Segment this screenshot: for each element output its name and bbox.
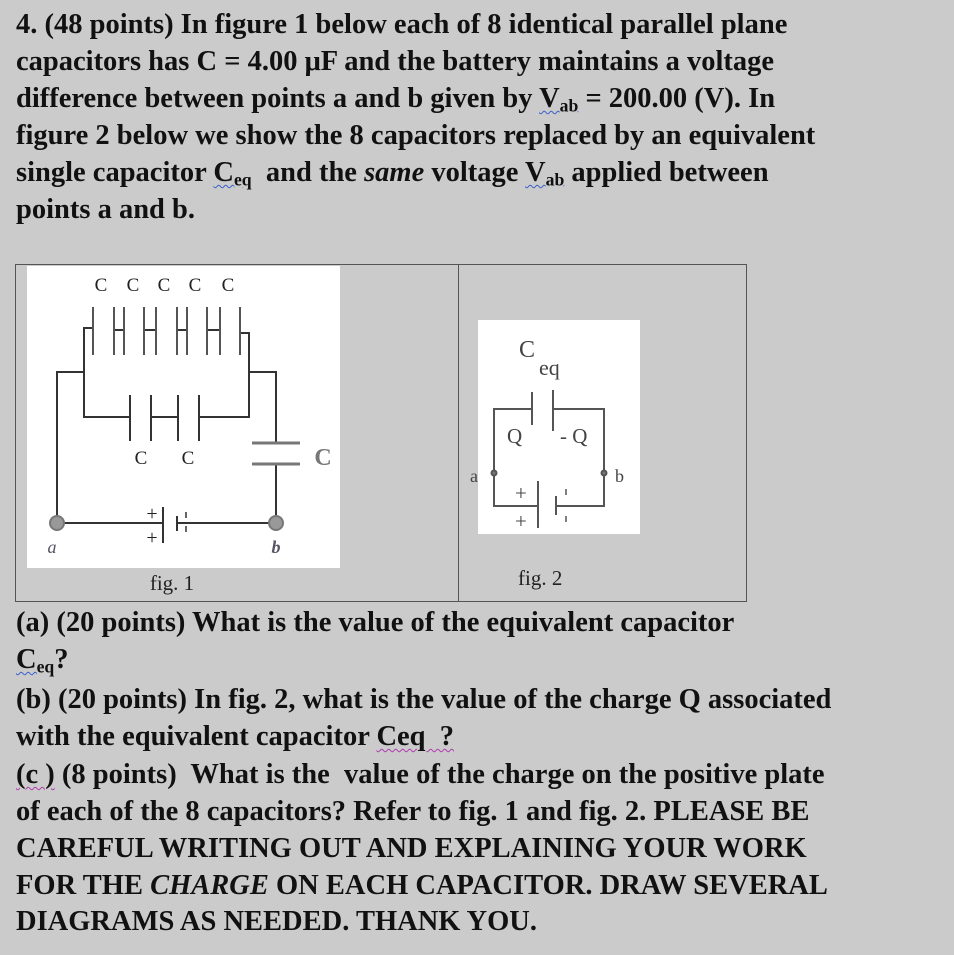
fig1-point-a: a: [47, 537, 57, 557]
c-subscript: eq: [233, 169, 252, 190]
fig1-label-c: C: [126, 275, 140, 296]
question-c-line-1: [16, 758, 825, 792]
plus-sign: +: [515, 481, 527, 505]
fig1-caption: fig. 1: [149, 571, 195, 595]
fig2-ceq-c: C: [519, 337, 536, 363]
question-c-line-3: CAREFUL WRITING OUT AND EXPLAINING YOUR WORK: [16, 833, 807, 864]
text: voltage: [424, 157, 526, 188]
intro-line-4: figure 2 below we show the 8 capacitors replaced by an equivalent: [16, 120, 816, 151]
question-c-line-4: [16, 869, 828, 903]
fig1-label-c: C: [157, 275, 171, 296]
intro-line-1: 4. (48 points) In figure 1 below each of 8 identical parallel plane: [16, 9, 788, 40]
text: single capacitor: [16, 157, 214, 188]
fig2-point-b: b: [615, 466, 624, 486]
intro-line-2: capacitors has C = 4.00 μF and the battery maintains a voltage: [16, 46, 775, 77]
text: ON EACH CAPACITOR. DRAW SEVERAL: [268, 870, 828, 901]
question-b-line-1: (b) (20 points) In fig. 2, what is the value of the charge Q associated: [16, 684, 832, 715]
fig2-point-a: a: [470, 466, 478, 486]
v-symbol: V: [525, 157, 546, 188]
ceq-term: [16, 644, 54, 675]
plus-sign: +: [146, 503, 158, 525]
emphasis: CHARGE: [150, 870, 269, 901]
c-symbol: C: [213, 157, 234, 188]
ceq-term: Ceq ?: [376, 721, 455, 752]
part-label: (c ): [16, 759, 55, 790]
question-a-line-1: (a) (20 points) What is the value of the equivalent capacitor: [16, 607, 735, 638]
plus-sign: +: [515, 509, 527, 533]
fig1-label-c: C: [221, 275, 235, 296]
text: difference between points a and b given by: [16, 83, 540, 114]
text: applied between: [564, 157, 769, 188]
plus-sign: +: [146, 527, 158, 549]
question-b-line-2: [16, 720, 454, 754]
fig1-label-c: C: [134, 448, 148, 469]
v-symbol: V: [539, 83, 560, 114]
fig2-ceq-sub: eq: [539, 355, 560, 380]
text: and the: [251, 157, 365, 188]
text: = 200.00 (V). In: [578, 83, 776, 114]
fig2-charge-pos: Q: [507, 424, 523, 448]
v-subscript: ab: [559, 95, 579, 116]
c-subscript: eq: [36, 656, 55, 677]
fig1-label-c: C: [181, 448, 195, 469]
text: with the equivalent capacitor: [16, 721, 377, 752]
fig1-label-c: C: [94, 275, 108, 296]
fig1-label-c-right: C: [314, 445, 332, 471]
v-subscript: ab: [545, 169, 565, 190]
fig2-circuit: [478, 320, 640, 534]
question-c-line-2: of each of the 8 capacitors? Refer to fig. 1 and fig. 2. PLEASE BE: [16, 796, 810, 827]
text: (8 points) What is the value of the charge on the positive plate: [54, 759, 825, 790]
question-a-line-2: [16, 643, 69, 683]
c-symbol: C: [16, 644, 37, 675]
fig2-charge-neg: - Q: [560, 424, 588, 448]
intro-line-6: points a and b.: [16, 194, 196, 225]
fig1-label-c: C: [188, 275, 202, 296]
question-c-line-5: DIAGRAMS AS NEEDED. THANK YOU.: [16, 906, 537, 937]
fig1-point-b: b: [271, 537, 281, 557]
emphasis: same: [364, 157, 425, 188]
text: ?: [54, 644, 69, 675]
fig1-circuit: [27, 266, 340, 568]
text: FOR THE: [16, 870, 151, 901]
fig2-caption: fig. 2: [518, 566, 563, 590]
